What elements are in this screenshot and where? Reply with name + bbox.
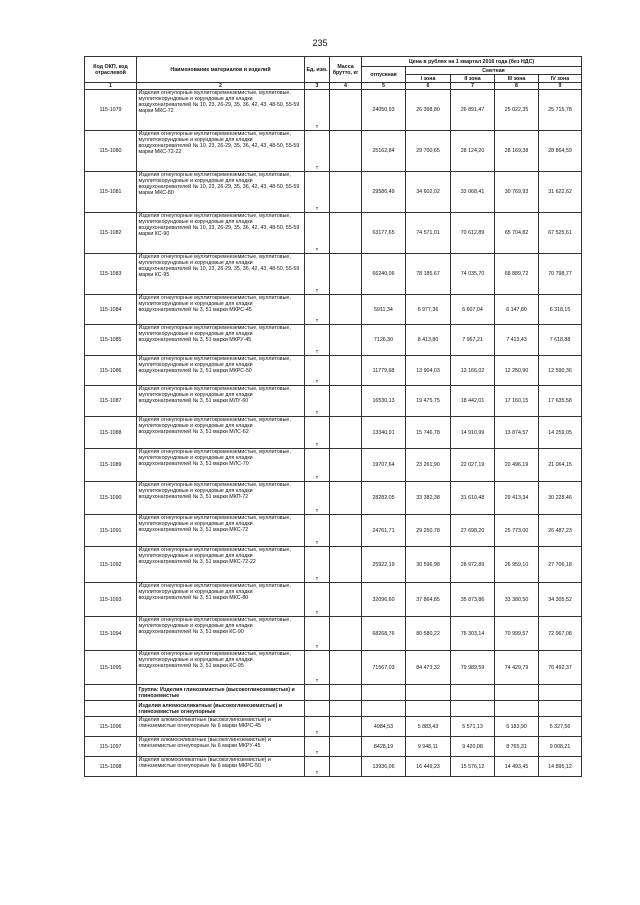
item-code: 115-1088 <box>85 417 137 449</box>
item-code: 115-1089 <box>85 449 137 482</box>
item-mass <box>330 449 362 482</box>
item-mass <box>330 213 362 254</box>
empty-cell <box>305 701 330 717</box>
price-zone-4: 28 864,59 <box>539 131 582 172</box>
price-zone-1: 6 977,36 <box>406 295 451 325</box>
price-zone-4: 9 008,21 <box>539 737 582 757</box>
price-zone-2: 9 420,08 <box>451 737 495 757</box>
item-code: 115-1084 <box>85 295 137 325</box>
item-unit: т <box>305 617 330 651</box>
column-number: 3 <box>305 83 330 90</box>
price-zone-2: 74 035,70 <box>451 254 495 295</box>
item-name: Изделия огнеупорные муллитокремнеземистые, муллитовые, муллитокорундовые и корундовые для кладки воздухонагревателей № 3, 51 марки МКРС-50 <box>137 356 305 386</box>
price-zone-4: 76 492,37 <box>539 651 582 685</box>
item-code: 115-1090 <box>85 482 137 515</box>
item-name: Изделия огнеупорные муллитокремнеземистые, муллитовые, муллитокорундовые и корундовые для кладки воздухонагревателей № 3, 51 марки МКП-72 <box>137 482 305 515</box>
header-name: Наименование материалов и изделий <box>137 57 305 83</box>
price-zone-4: 6 318,15 <box>539 295 582 325</box>
price-zone-4: 21 064,15 <box>539 449 582 482</box>
item-name: Изделия огнеупорные муллитокремнеземистые, муллитовые, муллитокорундовые и корундовые для кладки воздухонагревателей № 3, 51 марки МКРУ-45 <box>137 325 305 356</box>
item-mass <box>330 356 362 386</box>
empty-cell <box>406 701 451 717</box>
empty-cell <box>451 701 495 717</box>
price-release: 19707,64 <box>362 449 406 482</box>
item-name: Изделия огнеупорные муллитокремнеземистые, муллитовые, муллитокорундовые и корундовые для кладки воздухонагревателей № 3, 51 марки МКС-72-22 <box>137 547 305 583</box>
price-zone-4: 12 590,36 <box>539 356 582 386</box>
item-name: Изделия алюмосиликатные (высокоглиноземистые) и глиноземистые огнеупорные № 6 марки МКРУ-45 <box>137 737 305 757</box>
table-row <box>85 515 582 547</box>
item-name: Изделия алюмосиликатные (высокоглиноземистые) и глиноземистые огнеупорные № 6 марки МКРС-45 <box>137 717 305 737</box>
price-zone-4: 17 635,58 <box>539 386 582 417</box>
price-zone-3: 68 889,72 <box>495 254 539 295</box>
empty-cell <box>539 701 582 717</box>
item-code: 115-1081 <box>85 172 137 213</box>
item-mass <box>330 717 362 737</box>
price-release: 13340,91 <box>362 417 406 449</box>
price-zone-4: 30 228,46 <box>539 482 582 515</box>
item-code: 115-1097 <box>85 737 137 757</box>
header-estimate: Сметная <box>406 67 582 75</box>
price-zone-3: 20 496,19 <box>495 449 539 482</box>
item-unit: т <box>305 90 330 131</box>
price-zone-1: 5 883,43 <box>406 717 451 737</box>
item-unit: т <box>305 417 330 449</box>
table-row <box>85 325 582 356</box>
empty-cell <box>330 685 362 701</box>
price-zone-2: 6 607,04 <box>451 295 495 325</box>
price-zone-1: 9 948,11 <box>406 737 451 757</box>
item-mass <box>330 325 362 356</box>
empty-cell <box>451 685 495 701</box>
item-name: Изделия огнеупорные муллитокремнеземистые, муллитовые, муллитокорундовые и корундовые для кладки воздухонагревателей № 10, 23, 26-29, 35, 36, 42, 43, 48-50, 55-59 марки КС-90 <box>137 213 305 254</box>
item-mass <box>330 295 362 325</box>
item-code: 115-1087 <box>85 386 137 417</box>
table-row <box>85 131 582 172</box>
column-number: 1 <box>85 83 137 90</box>
price-zone-1: 29 700,65 <box>406 131 451 172</box>
item-unit: т <box>305 386 330 417</box>
price-zone-2: 76 303,14 <box>451 617 495 651</box>
item-mass <box>330 417 362 449</box>
price-zone-2: 28 972,89 <box>451 547 495 583</box>
section-code-cell <box>85 685 137 701</box>
item-unit: т <box>305 717 330 737</box>
price-zone-3: 8 765,31 <box>495 737 539 757</box>
price-zone-2: 22 027,19 <box>451 449 495 482</box>
price-zone-3: 30 769,93 <box>495 172 539 213</box>
item-unit: т <box>305 325 330 356</box>
column-number-row <box>85 83 582 90</box>
table-row <box>85 617 582 651</box>
price-zone-2: 13 166,02 <box>451 356 495 386</box>
price-zone-2: 15 576,12 <box>451 757 495 777</box>
item-name: Изделия огнеупорные муллитокремнеземистые, муллитовые, муллитокорундовые и корундовые для кладки воздухонагревателей № 10, 23, 26-29, 35, 36, 42, 43, 48-50, 55-59 марки МКС-72-22 <box>137 131 305 172</box>
item-unit: т <box>305 737 330 757</box>
item-mass <box>330 90 362 131</box>
price-zone-3: 6 147,80 <box>495 295 539 325</box>
price-release: 29586,49 <box>362 172 406 213</box>
item-code: 115-1093 <box>85 583 137 617</box>
item-name: Изделия алюмосиликатные (высокоглиноземистые) и глиноземистые огнеупорные № 6 марки МКРС-50 <box>137 757 305 777</box>
price-zone-3: 14 493,45 <box>495 757 539 777</box>
price-zone-4: 26 487,23 <box>539 515 582 547</box>
item-unit: т <box>305 651 330 685</box>
item-code: 115-1091 <box>85 515 137 547</box>
item-unit: т <box>305 295 330 325</box>
price-release: 25162,84 <box>362 131 406 172</box>
price-zone-1: 8 413,80 <box>406 325 451 356</box>
price-zone-3: 26 959,10 <box>495 547 539 583</box>
item-mass <box>330 172 362 213</box>
price-zone-1: 30 596,98 <box>406 547 451 583</box>
header-mass: Масса брутто, кг <box>330 57 362 83</box>
item-name: Изделия огнеупорные муллитокремнеземистые, муллитовые, муллитокорундовые и корундовые для кладки воздухонагревателей № 3, 51 марки КС-95 <box>137 651 305 685</box>
price-release: 8428,19 <box>362 737 406 757</box>
empty-cell <box>330 701 362 717</box>
price-zone-1: 80 580,22 <box>406 617 451 651</box>
item-name: Изделия огнеупорные муллитокремнеземистые, муллитовые, муллитокорундовые и корундовые для кладки воздухонагревателей № 3, 51 марки МКС-72 <box>137 515 305 547</box>
table-row <box>85 717 582 737</box>
price-release: 5911,34 <box>362 295 406 325</box>
section-title: Группа: Изделия глиноземистые (высокоглиноземистые) и глиноземистые <box>137 685 305 701</box>
item-code: 115-1095 <box>85 651 137 685</box>
section-code-cell <box>85 701 137 717</box>
table-row <box>85 295 582 325</box>
price-zone-1: 19 475,75 <box>406 386 451 417</box>
table-row <box>85 583 582 617</box>
price-zone-2: 26 891,47 <box>451 90 495 131</box>
item-unit: т <box>305 757 330 777</box>
price-zone-3: 29 413,34 <box>495 482 539 515</box>
table-row <box>85 213 582 254</box>
header-unit: Ед. изм. <box>305 57 330 83</box>
price-release: 4984,53 <box>362 717 406 737</box>
price-zone-1: 29 250,78 <box>406 515 451 547</box>
price-release: 66240,06 <box>362 254 406 295</box>
item-unit: т <box>305 547 330 583</box>
price-zone-1: 23 261,90 <box>406 449 451 482</box>
price-zone-3: 12 250,90 <box>495 356 539 386</box>
price-release: 24050,93 <box>362 90 406 131</box>
price-zone-1: 16 449,23 <box>406 757 451 777</box>
price-zone-2: 28 124,20 <box>451 131 495 172</box>
price-table <box>84 56 582 777</box>
column-number: 5 <box>362 83 406 90</box>
table-row <box>85 757 582 777</box>
price-zone-4: 7 618,88 <box>539 325 582 356</box>
price-release: 11779,68 <box>362 356 406 386</box>
section-row <box>85 701 582 717</box>
price-zone-3: 17 160,15 <box>495 386 539 417</box>
price-release: 13936,06 <box>362 757 406 777</box>
price-zone-2: 5 571,13 <box>451 717 495 737</box>
price-zone-4: 25 715,78 <box>539 90 582 131</box>
item-name: Изделия огнеупорные муллитокремнеземистые, муллитовые, муллитокорундовые и корундовые для кладки воздухонагревателей № 3, 51 марки МЛС-70 <box>137 449 305 482</box>
item-mass <box>330 617 362 651</box>
column-number: 4 <box>330 83 362 90</box>
price-zone-1: 74 571,01 <box>406 213 451 254</box>
empty-cell <box>495 701 539 717</box>
price-zone-3: 25 773,00 <box>495 515 539 547</box>
table-row <box>85 482 582 515</box>
section-row <box>85 685 582 701</box>
price-zone-1: 34 602,02 <box>406 172 451 213</box>
item-unit: т <box>305 254 330 295</box>
column-number: 7 <box>451 83 495 90</box>
header-price-group: Цена в рублях на 1 квартал 2016 года (без НДС) <box>362 57 582 67</box>
item-unit: т <box>305 515 330 547</box>
table-row <box>85 449 582 482</box>
price-release: 68268,76 <box>362 617 406 651</box>
table-row <box>85 651 582 685</box>
empty-cell <box>362 685 406 701</box>
price-release: 28282,05 <box>362 482 406 515</box>
table-row <box>85 356 582 386</box>
item-mass <box>330 737 362 757</box>
item-mass <box>330 254 362 295</box>
empty-cell <box>362 701 406 717</box>
price-zone-4: 14 259,05 <box>539 417 582 449</box>
item-code: 115-1086 <box>85 356 137 386</box>
price-zone-2: 33 068,41 <box>451 172 495 213</box>
price-zone-2: 70 612,89 <box>451 213 495 254</box>
table-row <box>85 737 582 757</box>
item-mass <box>330 482 362 515</box>
price-release: 16530,13 <box>362 386 406 417</box>
price-zone-4: 72 967,08 <box>539 617 582 651</box>
price-release: 24761,71 <box>362 515 406 547</box>
item-code: 115-1098 <box>85 757 137 777</box>
price-release: 25922,19 <box>362 547 406 583</box>
header-zone-1: I зона <box>406 75 451 83</box>
item-code: 115-1092 <box>85 547 137 583</box>
column-number: 9 <box>539 83 582 90</box>
column-number: 6 <box>406 83 451 90</box>
price-zone-2: 79 989,59 <box>451 651 495 685</box>
item-name: Изделия огнеупорные муллитокремнеземистые, муллитовые, муллитокорундовые и корундовые для кладки воздухонагревателей № 3, 51 марки МЛУ-60 <box>137 386 305 417</box>
empty-cell <box>495 685 539 701</box>
empty-cell <box>305 685 330 701</box>
empty-cell <box>406 685 451 701</box>
price-zone-2: 35 873,86 <box>451 583 495 617</box>
item-code: 115-1079 <box>85 90 137 131</box>
price-zone-2: 14 910,99 <box>451 417 495 449</box>
price-zone-1: 78 185,67 <box>406 254 451 295</box>
price-zone-2: 31 610,48 <box>451 482 495 515</box>
price-zone-4: 34 305,52 <box>539 583 582 617</box>
item-mass <box>330 757 362 777</box>
price-zone-1: 26 398,80 <box>406 90 451 131</box>
price-release: 63177,65 <box>362 213 406 254</box>
item-code: 115-1080 <box>85 131 137 172</box>
column-number: 8 <box>495 83 539 90</box>
header-zone-4: IV зона <box>539 75 582 83</box>
price-zone-3: 5 183,90 <box>495 717 539 737</box>
item-unit: т <box>305 356 330 386</box>
item-code: 115-1083 <box>85 254 137 295</box>
price-zone-1: 84 473,32 <box>406 651 451 685</box>
item-unit: т <box>305 449 330 482</box>
price-zone-3: 25 022,35 <box>495 90 539 131</box>
item-name: Изделия огнеупорные муллитокремнеземистые, муллитовые, муллитокорундовые и корундовые для кладки воздухонагревателей № 10, 23, 26-29, 35, 36, 42, 43, 48-50, 55-59 марки МКС-72 <box>137 90 305 131</box>
table-row <box>85 417 582 449</box>
empty-cell <box>539 685 582 701</box>
item-unit: т <box>305 213 330 254</box>
header-zone-2: II зона <box>451 75 495 83</box>
price-zone-4: 70 798,77 <box>539 254 582 295</box>
item-unit: т <box>305 131 330 172</box>
price-zone-4: 5 327,56 <box>539 717 582 737</box>
price-zone-2: 27 698,20 <box>451 515 495 547</box>
item-code: 115-1094 <box>85 617 137 651</box>
item-name: Изделия огнеупорные муллитокремнеземистые, муллитовые, муллитокорундовые и корундовые для кладки воздухонагревателей № 10, 23, 26-29, 35, 36, 42, 43, 48-50, 55-59 марки МКС-80 <box>137 172 305 213</box>
header-release: отпускная <box>362 67 406 83</box>
item-code: 115-1082 <box>85 213 137 254</box>
item-mass <box>330 515 362 547</box>
item-name: Изделия огнеупорные муллитокремнеземистые, муллитовые, муллитокорундовые и корундовые для кладки воздухонагревателей № 3, 51 марки КС-90 <box>137 617 305 651</box>
item-unit: т <box>305 482 330 515</box>
price-zone-1: 33 382,38 <box>406 482 451 515</box>
item-code: 115-1085 <box>85 325 137 356</box>
price-zone-1: 13 904,03 <box>406 356 451 386</box>
item-mass <box>330 131 362 172</box>
page-number: 235 <box>312 38 328 48</box>
price-zone-3: 74 429,79 <box>495 651 539 685</box>
item-mass <box>330 386 362 417</box>
section-title: Изделия алюмосиликатные (высокоглиноземистые) и глиноземистые огнеупорные <box>137 701 305 717</box>
price-zone-1: 15 746,78 <box>406 417 451 449</box>
header-code: Код ОКП, код отраслевой <box>85 57 137 83</box>
price-zone-2: 7 967,21 <box>451 325 495 356</box>
header-zone-3: III зона <box>495 75 539 83</box>
item-name: Изделия огнеупорные муллитокремнеземистые, муллитовые, муллитокорундовые и корундовые для кладки воздухонагревателей № 3, 51 марки МКС-80 <box>137 583 305 617</box>
price-zone-3: 33 380,50 <box>495 583 539 617</box>
price-release: 32096,60 <box>362 583 406 617</box>
price-zone-3: 28 169,38 <box>495 131 539 172</box>
item-name: Изделия огнеупорные муллитокремнеземистые, муллитовые, муллитокорундовые и корундовые для кладки воздухонагревателей № 3, 51 марки МКРС-45 <box>137 295 305 325</box>
item-unit: т <box>305 172 330 213</box>
table-row <box>85 547 582 583</box>
price-zone-4: 31 622,62 <box>539 172 582 213</box>
table-row <box>85 254 582 295</box>
price-release: 7126,30 <box>362 325 406 356</box>
item-mass <box>330 651 362 685</box>
price-zone-3: 70 999,57 <box>495 617 539 651</box>
item-code: 115-1096 <box>85 717 137 737</box>
table-row <box>85 386 582 417</box>
price-zone-4: 14 895,12 <box>539 757 582 777</box>
column-number: 2 <box>137 83 305 90</box>
item-mass <box>330 547 362 583</box>
table-row <box>85 90 582 131</box>
price-zone-1: 37 864,85 <box>406 583 451 617</box>
price-zone-3: 7 413,43 <box>495 325 539 356</box>
price-zone-3: 13 874,57 <box>495 417 539 449</box>
price-zone-4: 67 525,61 <box>539 213 582 254</box>
item-mass <box>330 583 362 617</box>
price-release: 71567,03 <box>362 651 406 685</box>
price-zone-3: 65 704,82 <box>495 213 539 254</box>
item-name: Изделия огнеупорные муллитокремнеземистые, муллитовые, муллитокорундовые и корундовые для кладки воздухонагревателей № 3, 51 марки МЛС-62 <box>137 417 305 449</box>
item-unit: т <box>305 583 330 617</box>
table-row <box>85 172 582 213</box>
price-zone-4: 27 706,18 <box>539 547 582 583</box>
item-name: Изделия огнеупорные муллитокремнеземистые, муллитовые, муллитокорундовые и корундовые для кладки воздухонагревателей № 10, 23, 26-29, 35, 36, 42, 43, 48-50, 55-59 марки КС-95 <box>137 254 305 295</box>
price-zone-2: 18 442,01 <box>451 386 495 417</box>
